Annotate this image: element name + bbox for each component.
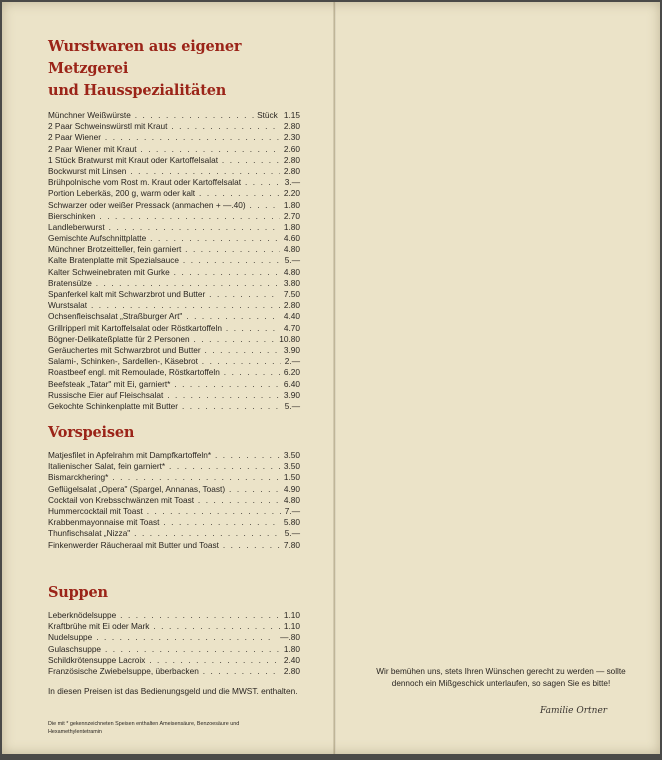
menu-item-name: Bockwurst mit Linsen . . . (48, 166, 280, 177)
menu-item-price: 5.— (284, 255, 300, 266)
menu-item-price: 3.— (284, 177, 300, 188)
menu-item (48, 401, 300, 412)
menu-item-price: 4.80 (283, 266, 300, 277)
menu-item-price: 5.80 (283, 517, 300, 528)
menu-item-name: 2 Paar Wiener mit Kraut . . . (48, 144, 280, 155)
section-suppen (48, 582, 300, 677)
menu-item (48, 528, 300, 539)
menu-item (48, 166, 300, 177)
menu-item-name: Gulaschsuppe . . . (48, 644, 280, 655)
menu-item-name: Beefsteak „Tatar" mit Ei, garniert* . . . (48, 379, 280, 390)
menu-item (48, 211, 300, 222)
menu-item-name: Thunfischsalat „Nizza" . . . (48, 528, 281, 539)
menu-item-name: Ochsenfleischsalat „Straßburger Art" . . . (48, 311, 280, 322)
menu-item-price: 1.80 (283, 199, 300, 210)
menu-item-name: Krabbenmayonnaise mit Toast . . . (48, 517, 280, 528)
menu-item-price: 4.70 (283, 322, 300, 333)
menu-item-price: 3.90 (283, 389, 300, 400)
menu-item (48, 177, 300, 188)
menu-item-price: 4.90 (283, 483, 300, 494)
menu-item-name: Schildkrötensuppe Lacroix . . . (48, 655, 280, 666)
menu-item (48, 472, 300, 483)
wurstwaren-list (48, 110, 300, 412)
menu-item-price: 1.80 (283, 643, 300, 654)
menu-item (48, 356, 300, 367)
section-title-wurstwaren (48, 36, 300, 102)
menu-item (48, 517, 300, 528)
menu-item (48, 255, 300, 266)
menu-item-price: 4.60 (283, 233, 300, 244)
menu-item (48, 188, 300, 199)
menu-item-name: Brühpolnische vom Rost m. Kraut oder Kartoffelsalat . . . (48, 177, 281, 188)
menu-item-unit: Stück (257, 110, 278, 120)
menu-item-name: Russische Eier auf Fleischsalat . . . (48, 390, 280, 401)
menu-item-price: 6.20 (283, 367, 300, 378)
menu-item-name: Landleberwurst . . . (48, 222, 280, 233)
menu-item-price: 6.40 (283, 378, 300, 389)
menu-item-name: Münchner Brotzeitteller, fein garniert . . . (48, 244, 280, 255)
suppen-list (48, 610, 300, 677)
menu-item-name: Leberknödelsuppe . . . (48, 610, 280, 621)
menu-item (48, 278, 300, 289)
menu-item (48, 367, 300, 378)
menu-item (48, 621, 300, 632)
menu-item-name: Portion Leberkäs, 200 g, warm oder kalt . . . (48, 188, 280, 199)
menu-item-price: 7.50 (283, 289, 300, 299)
menu-item (48, 233, 300, 244)
footnote: Die mit * gekennzeichneten Speisen enthalten Ameisensäure, Benzoesäure und Hexamethylentetramin (48, 721, 240, 735)
menu-item (48, 110, 300, 121)
menu-item (48, 244, 300, 255)
menu-item (48, 267, 300, 278)
menu-item-name: Bierschinken . . . (48, 211, 280, 222)
menu-item-name: Matjesfilet in Apfelrahm mit Dampfkartoffeln* . . . (48, 450, 280, 461)
menu-item-name: Italienischer Salat, fein garniert* . . . (48, 461, 280, 472)
menu-item-name: Schwarzer oder weißer Pressack (anmachen + —.40) . . . (48, 200, 280, 211)
menu-item (48, 540, 300, 551)
menu-item-price: 1.10 (283, 610, 300, 620)
menu-item-price: 2.70 (283, 210, 300, 221)
menu-item (48, 484, 300, 495)
section-title-line1: Wurstwaren aus eigener Metzgerei (48, 38, 242, 77)
menu-item (48, 311, 300, 322)
menu-item (48, 222, 300, 233)
menu-item (48, 644, 300, 655)
menu-item-price: 2.— (284, 356, 300, 367)
menu-item (48, 132, 300, 143)
menu-item-price: 2.80 (283, 165, 300, 176)
menu-item-price: 1.15 (283, 110, 300, 120)
menu-item-name: Nudelsuppe . . . (48, 632, 276, 643)
menu-item-name: Finkenwerder Räucheraal mit Butter und Toast . . . (48, 540, 280, 551)
menu-item-name: Münchner Weißwürste . . . (48, 110, 255, 121)
menu-item-name: Cocktail von Krebsschwänzen mit Toast . . . (48, 495, 280, 506)
guest-message: Wir bemühen uns, stets Ihren Wünschen gerecht zu werden — sollte dennoch ein Mißgeschick unterlaufen, so sagen Sie es bitte! (376, 667, 626, 688)
menu-item-price: 2.80 (283, 121, 300, 132)
menu-item-name: Gekochte Schinkenplatte mit Butter . . . (48, 401, 281, 412)
menu-item-price: 2.60 (283, 143, 300, 154)
menu-item (48, 390, 300, 401)
menu-item (48, 655, 300, 666)
menu-item (48, 345, 300, 356)
menu-item (48, 121, 300, 132)
menu-item-price: 1.50 (283, 472, 300, 483)
section-wurstwaren (48, 36, 300, 412)
menu-item (48, 334, 300, 345)
section-title-line2: und Hausspezialitäten (48, 82, 227, 99)
menu-item (48, 323, 300, 334)
menu-item (48, 666, 300, 677)
menu-item-price: 1.80 (283, 221, 300, 232)
menu-item-price: 2.80 (283, 300, 300, 311)
menu-item-price: —.80 (280, 632, 300, 643)
menu-item-price: 4.40 (283, 311, 300, 322)
menu-item-price: 3.50 (283, 461, 300, 472)
menu-item (48, 450, 300, 461)
menu-item (48, 461, 300, 472)
section-title-vorspeisen: Vorspeisen (48, 424, 135, 441)
menu-item-name: Bismarckhering* . . . (48, 472, 280, 483)
menu-item-price: 2.40 (283, 654, 300, 665)
menu-item-price: 4.80 (283, 244, 300, 255)
menu-item (48, 155, 300, 166)
menu-item-price: 3.80 (283, 277, 300, 288)
menu-item-price: 10.80 (279, 333, 300, 344)
menu-item-name: Spanferkel kalt mit Schwarzbrot und Butter . . . (48, 289, 280, 300)
menu-item-price: 1.10 (283, 621, 300, 632)
menu-item (48, 379, 300, 390)
menu-item-name: Gemischte Aufschnittplatte . . . (48, 233, 280, 244)
menu-item (48, 300, 300, 311)
menu-sheet (2, 2, 660, 754)
menu-item-price: 3.50 (283, 450, 300, 460)
menu-item (48, 200, 300, 211)
menu-item-name: Bögner-Delikateßplatte für 2 Personen . . . (48, 334, 275, 345)
menu-item-name: Kalte Bratenplatte mit Spezialsauce . . . (48, 255, 281, 266)
menu-item (48, 610, 300, 621)
menu-item-name: Roastbeef engl. mit Remoulade, Röstkartoffeln . . . (48, 367, 280, 378)
menu-item-name: Kalter Schweinebraten mit Gurke . . . (48, 267, 280, 278)
menu-item-name: Wurstsalat . . . (48, 300, 280, 311)
menu-item-name: Geflügelsalat „Opera" (Spargel, Annanas, Toast) . . . (48, 484, 280, 495)
menu-item-price: 7.— (284, 505, 300, 516)
menu-item-price: 2.80 (283, 665, 300, 676)
menu-item (48, 144, 300, 155)
menu-item-price: 4.80 (283, 494, 300, 505)
menu-item-name: Kraftbrühe mit Ei oder Mark . . . (48, 621, 280, 632)
menu-item-name: Geräuchertes mit Schwarzbrot und Butter . . . (48, 345, 280, 356)
center-fold (333, 2, 336, 754)
menu-item-price: 2.80 (283, 154, 300, 165)
menu-item-price: 2.30 (283, 132, 300, 143)
menu-item-price: 2.20 (283, 188, 300, 199)
menu-item-name: Französische Zwiebelsuppe, überbacken . . . (48, 666, 280, 677)
section-title-suppen: Suppen (48, 584, 108, 601)
menu-item-price: 3.90 (283, 344, 300, 355)
menu-item-price: 5.— (284, 528, 300, 539)
menu-item-name: Grillripperl mit Kartoffelsalat oder Röstkartoffeln . . . (48, 323, 280, 334)
menu-item-name: Bratensülze . . . (48, 278, 280, 289)
menu-item-name: 1 Stück Bratwurst mit Kraut oder Kartoffelsalat . . . (48, 155, 280, 166)
menu-item-name: 2 Paar Wiener . . . (48, 132, 280, 143)
service-note: In diesen Preisen ist das Bedienungsgeld und die MWST. enthalten. (48, 686, 298, 696)
menu-item (48, 632, 300, 643)
vorspeisen-list (48, 450, 300, 551)
menu-item (48, 289, 300, 300)
signature: Familie Ortner (540, 706, 608, 716)
menu-item-price: 5.— (284, 400, 300, 411)
menu-item (48, 506, 300, 517)
menu-item-price: 7.80 (283, 539, 300, 550)
menu-item (48, 495, 300, 506)
menu-item-name: 2 Paar Schweinswürstl mit Kraut . . . (48, 121, 280, 132)
menu-item-name: Hummercocktail mit Toast . . . (48, 506, 281, 517)
menu-item-name: Salami-, Schinken-, Sardellen-, Käsebrot . . . (48, 356, 281, 367)
section-vorspeisen (48, 422, 300, 551)
